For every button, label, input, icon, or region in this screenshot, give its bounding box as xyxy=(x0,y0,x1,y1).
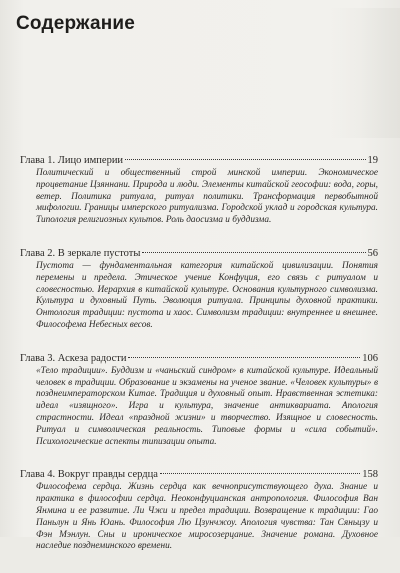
chapter-description: «Тело традиции». Буддизм и «чаньский синдром» в китайской культуре. Идеальный человек в традиции. Образование и экзамены на ученое звание. «Человек культуры» в позднеимператорском Китае. Традиция и духовный опыт. Нравственная эстетика: идеал «изящного». Игра и культура, значение антиквариата. Апология страстности. Идеал «праздной жизни» и творчество. Изящное и словесность. Ритуал и символическая реальность. Типовые формы и «сила событий». Психологические аспекты типизации опыта. xyxy=(36,365,378,447)
toc-entry-chapter-4 xyxy=(20,468,378,553)
chapter-title: Глава 4. Вокруг правды сердца xyxy=(20,469,158,481)
dot-leader xyxy=(125,159,365,160)
page-number: 56 xyxy=(367,247,378,259)
page-number: 19 xyxy=(367,155,378,166)
toc-entry-chapter-1 xyxy=(20,154,378,227)
page-heading: Содержание xyxy=(16,13,136,34)
toc-entry-chapter-2 xyxy=(20,247,378,332)
dot-leader xyxy=(160,473,360,474)
chapter-description: Пустота — фундаментальная категория китайской цивилизации. Понятия перемены и предела. Этическое учение Конфуция, его связь с ритуалом и словесностью. Иерархия в китайской культуре. Основания культурного символизма. Культура и духовный Путь. Эволюция ритуала. Принципы духовной практики. Онтология традиции: пустота и хаос. Символизм традиции: внутреннее и внешнее. Философема Небесных весов. xyxy=(36,260,378,330)
page-number: 106 xyxy=(362,352,378,364)
chapter-title: Глава 2. В зеркале пустоты xyxy=(20,247,141,259)
dot-leader xyxy=(142,252,365,253)
toc-entry-line xyxy=(20,154,378,167)
page-number: 158 xyxy=(362,469,378,481)
chapter-description: Философема сердца. Жизнь сердца как вечноприсутствующего духа. Знание и практика в философии сердца. Неоконфуцианская антропология. Философия Ван Янмина и ее развитие. Ли Чжи и предел традиции. Возвращение к традиции: Гао Паньлун и Янь Юань. Философия Лю Цзунчжоу. Апология чувства: Тан Сяньцзу и Фэн Мэнлун. Сны и ироническое миросозерцание. Значение романа. Духовное наследие позднеминского времени. xyxy=(36,482,378,552)
bleed-through-shadow xyxy=(330,8,400,138)
chapter-title: Глава 1. Лицо империи xyxy=(20,155,124,166)
chapter-title: Глава 3. Аскеза радости xyxy=(20,352,127,364)
toc-entry-line xyxy=(20,468,378,481)
toc-entry-line xyxy=(20,352,378,365)
dot-leader xyxy=(128,357,360,358)
table-of-contents xyxy=(20,154,378,573)
toc-entry-chapter-3 xyxy=(20,352,378,449)
chapter-description: Политический и общественный строй минской империи. Экономическое процветание Цзяннани. Природа и люди. Элементы китайской геософии: вода, горы, ветер. Политика ритуала, ритуал политики. Трансформация первобытной мифологии. Границы имперского ритуализма. Городской уклад и городская культура. Типология религиозных культов. Роль даосизма и буддизма. xyxy=(36,168,378,226)
toc-entry-line xyxy=(20,247,378,260)
